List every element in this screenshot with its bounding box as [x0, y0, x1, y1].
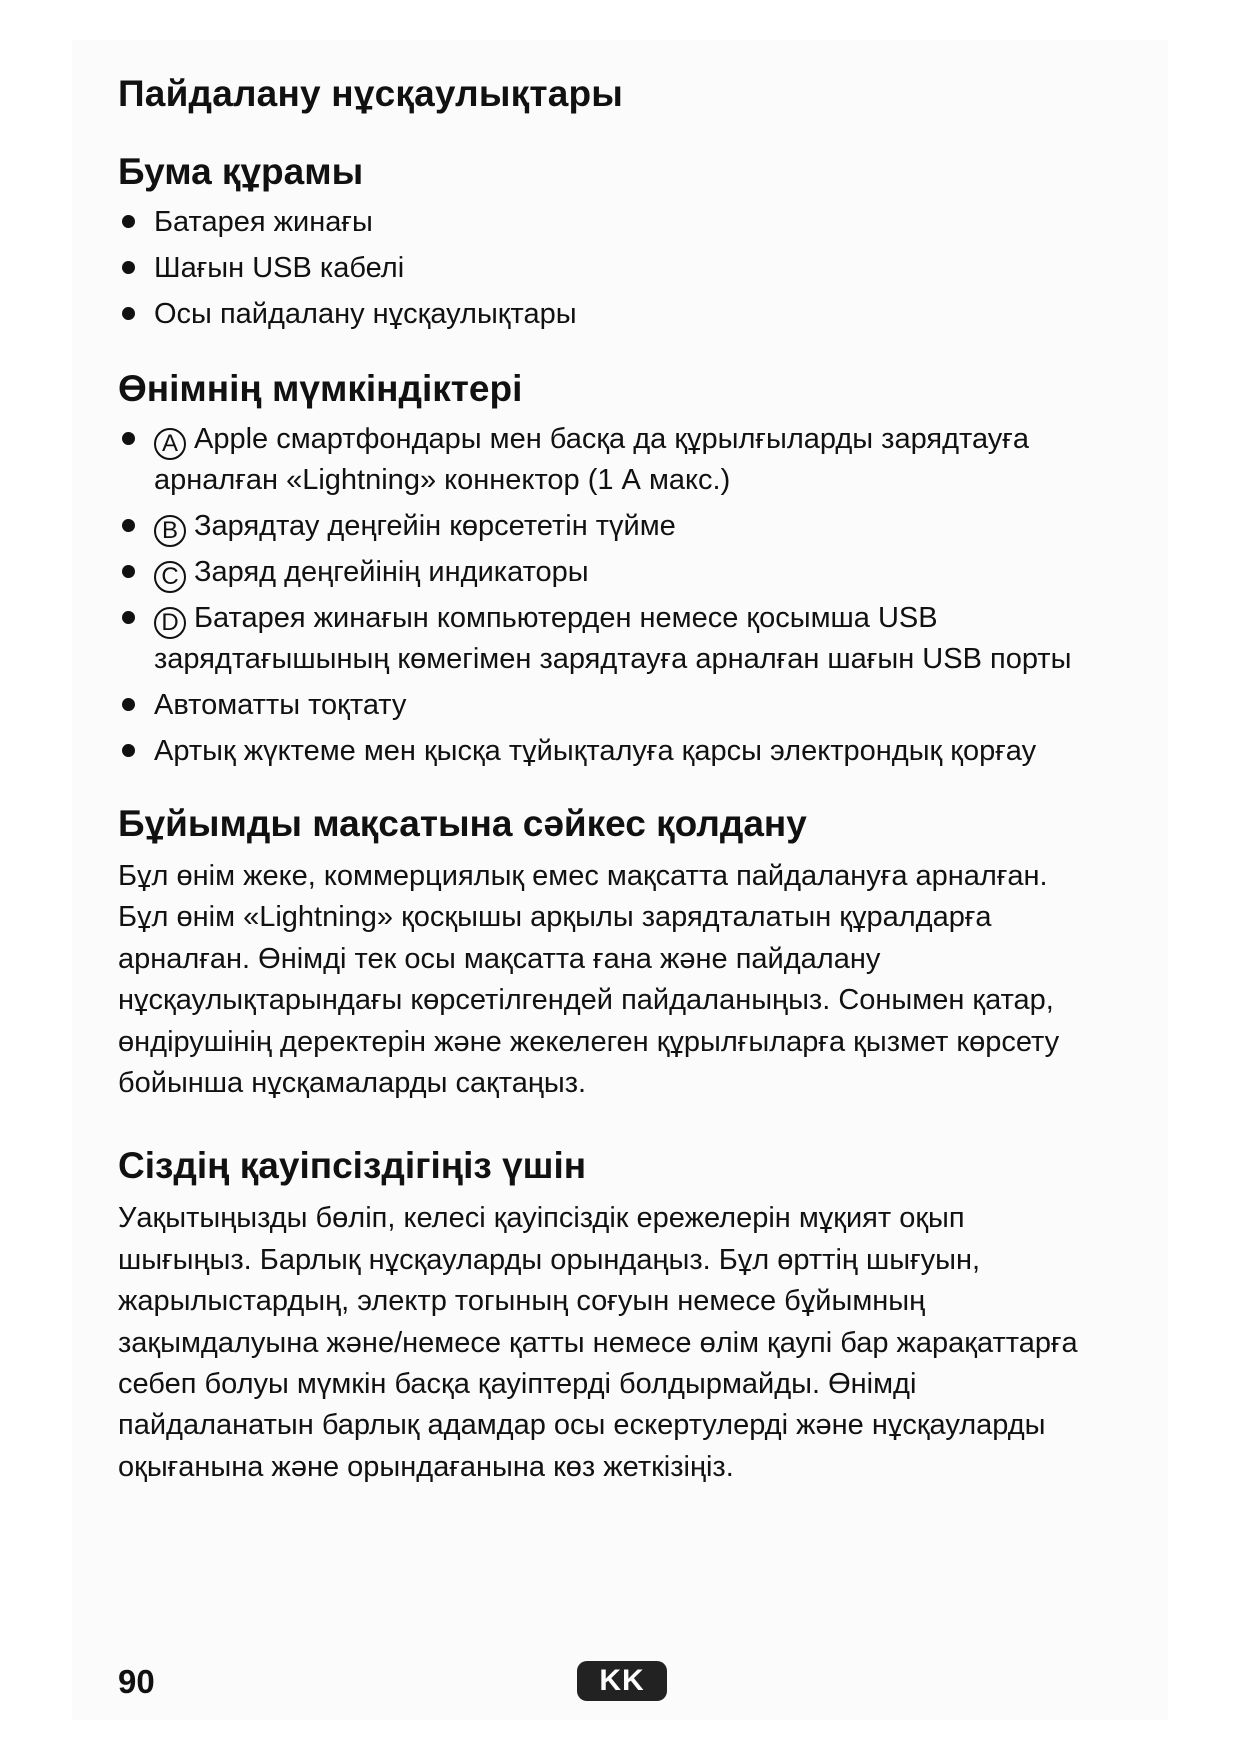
- bullet-icon: [122, 565, 135, 578]
- package-contents-section: [118, 144, 1118, 335]
- circled-letter-a-icon: A: [154, 428, 186, 460]
- page-title: Пайдалану нұсқаулықтары: [118, 73, 624, 114]
- circled-letter-b-icon: B: [154, 515, 186, 547]
- list-item-text: Батарея жинағын компьютерден немесе қосымша USB зарядтағышының көмегімен зарядтауға арналған шағын USB порты: [154, 602, 1072, 675]
- package-contents-heading: Бума құрамы: [118, 151, 364, 192]
- language-badge: KK: [577, 1661, 667, 1701]
- list-item: [118, 552, 1114, 593]
- list-item: [118, 731, 1114, 772]
- safety-section: [118, 1138, 1118, 1488]
- circled-letter-d-icon: D: [154, 607, 186, 639]
- intended-use-heading: Бұйымды мақсатына сәйкес қолдану: [118, 803, 807, 844]
- circled-letter-c-icon: C: [154, 561, 186, 593]
- list-item: [118, 506, 1114, 547]
- list-item-text: Батарея жинағы: [154, 206, 373, 238]
- bullet-icon: [122, 698, 135, 711]
- list-item: [118, 685, 1114, 726]
- list-item-text: Артық жүктеме мен қысқа тұйықталуға қарсы электрондық қорғау: [154, 735, 1037, 767]
- list-item-text: Шағын USB кабелі: [154, 252, 405, 284]
- features-heading: Өнімнің мүмкіндіктері: [118, 368, 523, 409]
- package-contents-list: [118, 202, 1118, 335]
- bullet-icon: [122, 432, 135, 445]
- list-item-text: Зарядтау деңгейін көрсететін түйме: [194, 510, 676, 542]
- list-item-text: Заряд деңгейінің индикаторы: [194, 556, 589, 588]
- list-item-text: Apple смартфондары мен басқа да құрылғыларды зарядтауға арналған «Lightning» коннектор (1 А макс.): [154, 423, 1029, 496]
- features-section: [118, 361, 1118, 772]
- list-item: [118, 202, 1114, 243]
- bullet-icon: [122, 307, 135, 320]
- list-item: [118, 248, 1114, 289]
- bullet-icon: [122, 261, 135, 274]
- page-content: [118, 66, 1118, 1488]
- intended-use-text: Бұл өнім жеке, коммерциялық емес мақсатта пайдалануға арналған. Бұл өнім «Lightning» қосқышы арқылы зарядталатын құралдарға арналған. Өнімді тек осы мақсатта ғана және пайдалану нұсқаулықтарындағы көрсетілгендей пайдаланыңыз. Сонымен қатар, өндірушінің деректерін және жекелеген құрылғыларға қызмет көрсету бойынша нұсқамаларды сақтаңыз.: [118, 860, 1060, 1100]
- safety-text: Уақытыңызды бөліп, келесі қауіпсіздік ережелерін мұқият оқып шығыңыз. Барлық нұсқауларды орындаңыз. Бұл өрттің шығуын, жарылыстардың, электр тогының соғуын немесе бұйымның зақымдалуына және/немесе қатты немесе өлім қаупі бар жарақаттарға себеп болуы мүмкін басқа қауіптерді болдырмайды. Өнімді пайдаланатын барлық адамдар осы ескертулерді және нұсқауларды оқығанына және орындағанына көз жеткізіңіз.: [118, 1202, 1078, 1483]
- list-item-text: Автоматты тоқтату: [154, 689, 407, 721]
- bullet-icon: [122, 744, 135, 757]
- list-item: [118, 598, 1114, 680]
- list-item: [118, 294, 1114, 335]
- intended-use-section: [118, 796, 1118, 1104]
- list-item-text: Осы пайдалану нұсқаулықтары: [154, 298, 577, 330]
- list-item: [118, 419, 1114, 501]
- safety-heading: Сіздің қауіпсіздігіңіз үшін: [118, 1145, 587, 1187]
- page-number: 90: [118, 1663, 155, 1700]
- bullet-icon: [122, 215, 135, 228]
- bullet-icon: [122, 519, 135, 532]
- bullet-icon: [122, 611, 135, 624]
- features-list: [118, 419, 1118, 772]
